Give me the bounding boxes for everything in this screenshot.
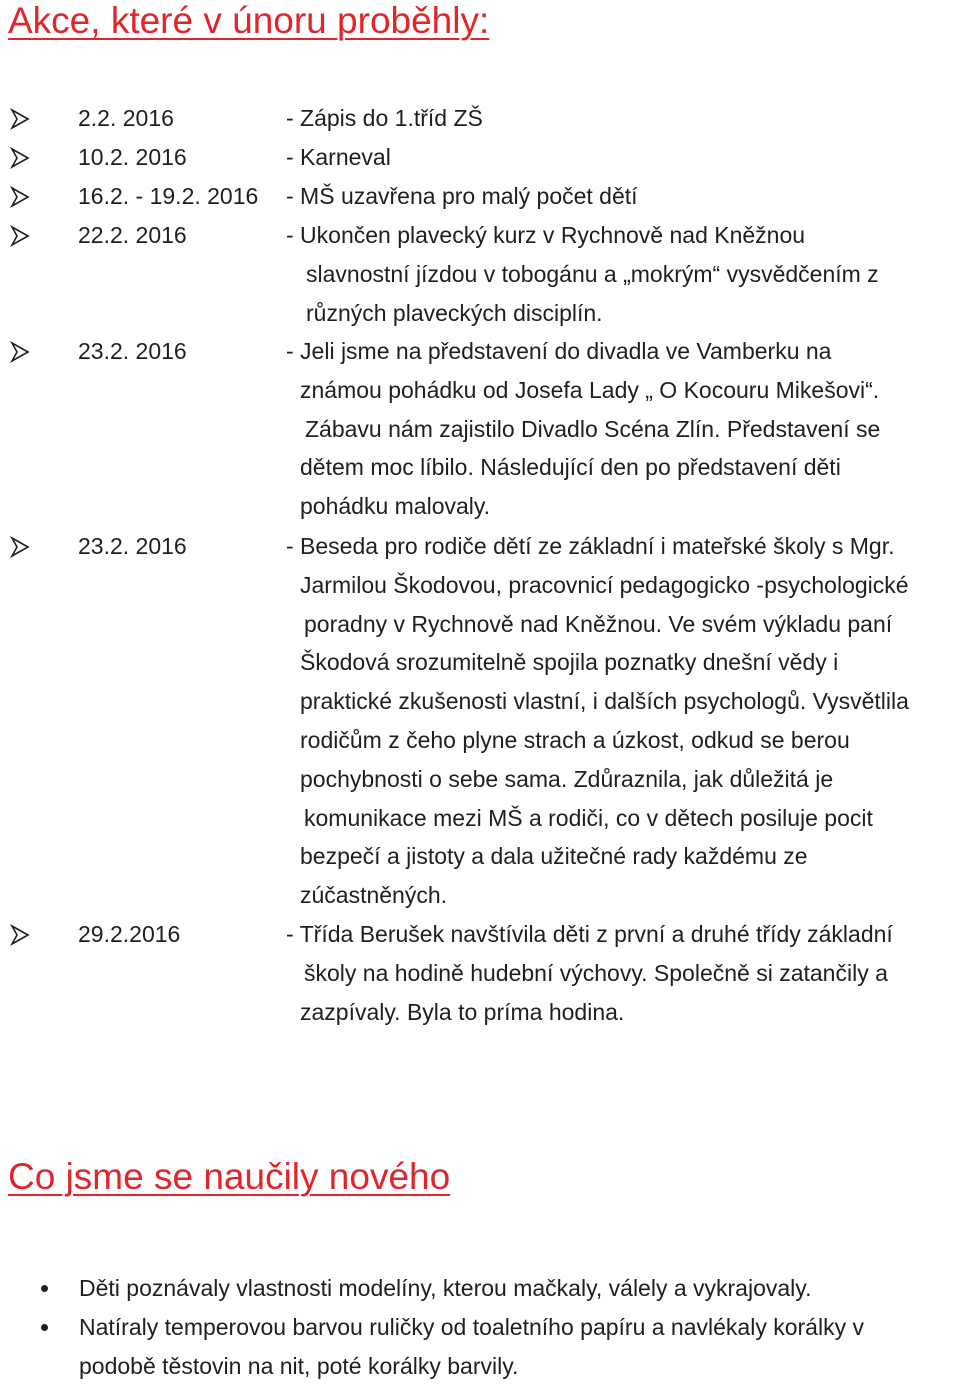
event-description-continued: dětem moc líbilo. Následující den po představení děti (300, 454, 841, 481)
event-description-continued: komunikace mezi MŠ a rodiči, co v dětech posiluje pocit (304, 804, 873, 831)
event-item (0, 99, 960, 139)
event-description-continued: Jarmilou Škodovou, pracovnicí pedagogicko -psychologické (300, 571, 909, 598)
event-description-continued: pohádku malovaly. (300, 493, 491, 520)
event-date: 23.2. 2016 (78, 338, 187, 364)
event-item (0, 527, 960, 909)
event-description-continued: školy na hodině hudební výchovy. Společně si zatančily a (304, 959, 888, 986)
arrow-bullet-icon (10, 924, 30, 946)
event-description-continued: Škodová srozumitelně spojila poznatky dnešní vědy i (300, 649, 839, 676)
arrow-bullet-icon (10, 147, 30, 169)
event-description-continued: Zábavu nám zajistilo Divadlo Scéna Zlín. Představení se (305, 415, 881, 442)
event-description-continued: rodičům z čeho plyne strach a úzkost, odkud se berou (300, 727, 850, 753)
event-description-continued: různých plaveckých disciplín. (306, 299, 603, 326)
event-item (0, 177, 960, 217)
event-date: 16.2. - 19.2. 2016 (78, 183, 259, 209)
event-description-continued: zazpívaly. Byla to príma hodina. (300, 998, 625, 1025)
heading-learned: Co jsme se naučily nového (8, 1156, 451, 1197)
event-description-continued: známou pohádku od Josefa Lady „ O Kocouru Mikešovi“. (300, 376, 880, 403)
bullet-dot-icon (41, 1285, 48, 1292)
bullet-dot-icon (41, 1324, 48, 1331)
heading-events: Akce, které v únoru proběhly: (8, 0, 490, 41)
event-date: 22.2. 2016 (78, 222, 187, 248)
arrow-bullet-icon (10, 536, 30, 558)
learned-item (0, 1269, 960, 1309)
event-description: - Karneval (286, 144, 391, 170)
event-date: 10.2. 2016 (78, 144, 187, 170)
learned-text: Děti poznávaly vlastnosti modelíny, kterou mačkaly, válely a vykrajovaly. (79, 1275, 812, 1301)
event-description: - Ukončen plavecký kurz v Rychnově nad Kněžnou (286, 222, 806, 248)
event-item (0, 138, 960, 178)
event-description-continued: bezpečí a jistoty a dala užitečné rady každému ze (300, 843, 808, 870)
event-description-continued: poradny v Rychnově nad Kněžnou. Ve svém výkladu paní (304, 610, 893, 637)
event-item (0, 915, 960, 1025)
event-description-continued: pochybnosti o sebe sama. Zdůraznila, jak důležitá je (300, 765, 834, 792)
learned-text-continued: podobě těstovin na nit, poté korálky barvily. (79, 1352, 519, 1379)
event-item (0, 216, 960, 326)
event-description-continued: praktické zkušenosti vlastní, i dalších psychologů. Vysvětlila (300, 688, 909, 715)
arrow-bullet-icon (10, 225, 30, 247)
event-description-continued: slavnostní jízdou v tobogánu a „mokrým“ vysvědčením z (306, 260, 879, 287)
event-item (0, 332, 960, 520)
learned-text: Natíraly temperovou barvou ruličky od toaletního papíru a navlékaly korálky v (79, 1314, 864, 1340)
event-description: - Beseda pro rodiče dětí ze základní i mateřské školy s Mgr. (286, 533, 895, 559)
event-date: 29.2.2016 (78, 921, 181, 947)
event-description: - Zápis do 1.tříd ZŠ (286, 105, 483, 131)
arrow-bullet-icon (10, 186, 30, 208)
arrow-bullet-icon (10, 341, 30, 363)
event-description: - Třída Berušek navštívila děti z první a druhé třídy základní (286, 921, 893, 947)
event-date: 23.2. 2016 (78, 533, 187, 559)
event-date: 2.2. 2016 (78, 105, 174, 131)
arrow-bullet-icon (10, 108, 30, 130)
event-description: - Jeli jsme na představení do divadla ve Vamberku na (286, 338, 832, 364)
event-description: - MŠ uzavřena pro malý počet dětí (286, 183, 638, 209)
event-description-continued: zúčastněných. (300, 882, 448, 909)
learned-item (0, 1308, 960, 1379)
